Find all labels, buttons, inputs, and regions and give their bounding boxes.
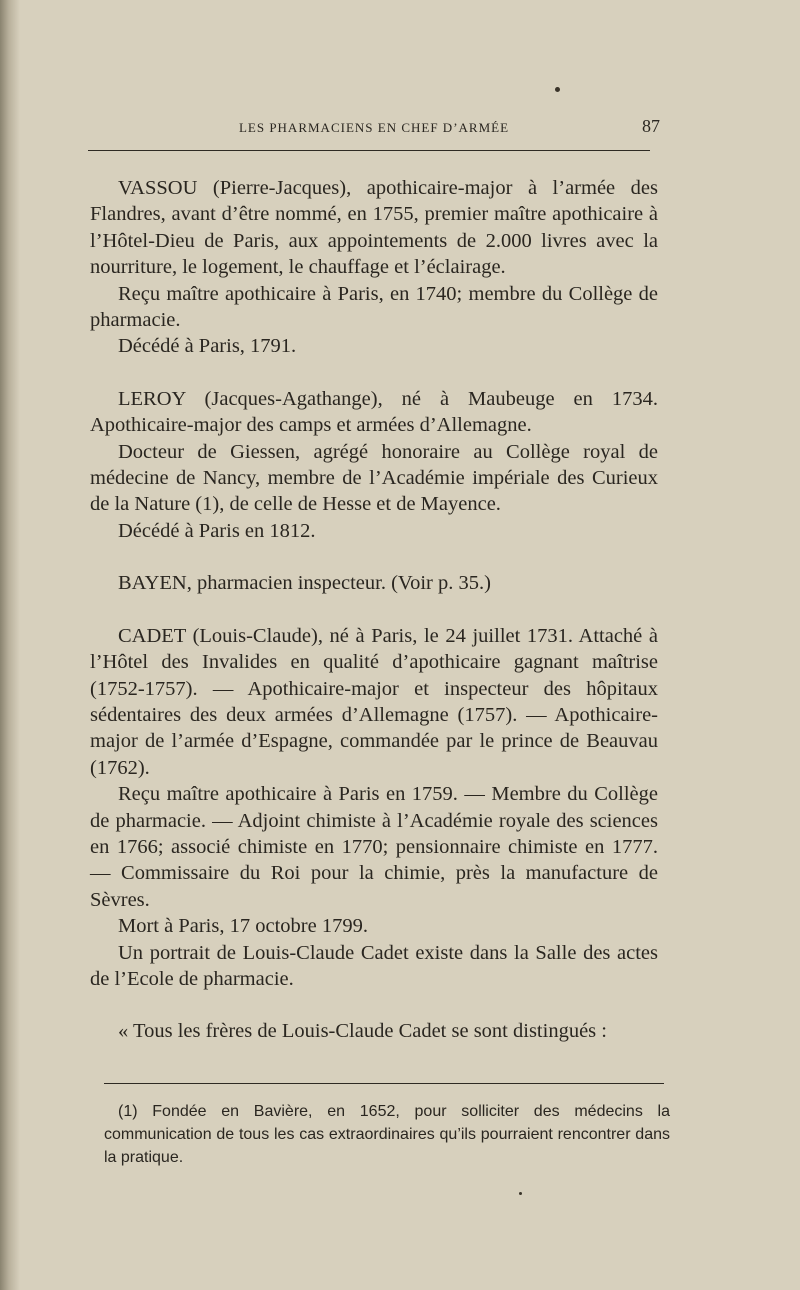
paragraph-vassou-deces: Décédé à Paris, 1791. bbox=[118, 335, 297, 358]
paragraph-leroy-deces: Décédé à Paris en 1812. bbox=[118, 519, 316, 542]
paragraph-vassou-recu: Reçu maître apothicaire à Paris, en 1740; membre du Collège de pharmacie. bbox=[90, 282, 658, 332]
page-number: 87 bbox=[642, 116, 660, 136]
ink-speck bbox=[519, 1192, 522, 1195]
paragraph-quote: « Tous les frères de Louis-Claude Cadet se sont distingués : bbox=[118, 1020, 607, 1043]
paragraph-cadet-recu: Reçu maître apothicaire à Paris en 1759. — Membre du Collège de pharmacie. — Adjoint chimiste à l’Académie royale des sciences en 1766; associé chimiste en 1770; pensionnaire chimiste en 1777. — Commissaire du Roi pour la chimie, près la manufacture de Sèvres. bbox=[90, 783, 658, 911]
running-title: LES PHARMACIENS EN CHEF D’ARMÉE bbox=[238, 120, 510, 135]
paragraph-cadet: CADET (Louis-Claude), né à Paris, le 24 juillet 1731. Attaché à l’Hôtel des Invalides en qualité d’apothicaire gagnant maîtrise (1752-1757). — Apothicaire-major et inspecteur des hôpitaux sédentaires des deux armées d’Allemagne (1757). — Apothicaire-major de l’armée d’Espagne, commandée par le prince de Beauvau (1762). bbox=[90, 624, 658, 779]
paragraph-bayen: BAYEN, pharmacien inspecteur. (Voir p. 35.) bbox=[118, 572, 491, 595]
paragraph-cadet-portrait: Un portrait de Louis-Claude Cadet existe dans la Salle des actes de l’Ecole de pharmacie. bbox=[90, 941, 658, 990]
paragraph-vassou: VASSOU (Pierre-Jacques), apothicaire-major à l’armée des Flandres, avant d’être nommé, en 1755, premier maître apothicaire à l’Hôtel-Dieu de Paris, aux appointements de 2.000 livres avec la nourriture, le logement, le chauffage et l’éclairage. bbox=[90, 177, 658, 279]
paragraph-leroy: LEROY (Jacques-Agathange), né à Maubeuge en 1734. Apothicaire-major des camps et armées d’Allemagne. bbox=[90, 387, 658, 437]
footnote-text: (1) Fondée en Bavière, en 1652, pour solliciter des médecins la communication de tous les cas extraordinaires qu’ils pourraient rencontrer dans la pratique. bbox=[104, 1103, 670, 1166]
footnote bbox=[104, 1100, 670, 1169]
ink-speck bbox=[555, 87, 560, 92]
running-head bbox=[88, 116, 660, 142]
paragraph-cadet-mort: Mort à Paris, 17 octobre 1799. bbox=[118, 915, 368, 938]
footnote-rule bbox=[104, 1083, 664, 1084]
body-text bbox=[90, 175, 658, 1045]
header-rule bbox=[88, 150, 650, 151]
paragraph-leroy-docteur: Docteur de Giessen, agrégé honoraire au Collège royal de médecine de Nancy, membre de l’Académie impériale des Curieux de la Nature (1), de celle de Hesse et de Mayence. bbox=[90, 440, 658, 516]
